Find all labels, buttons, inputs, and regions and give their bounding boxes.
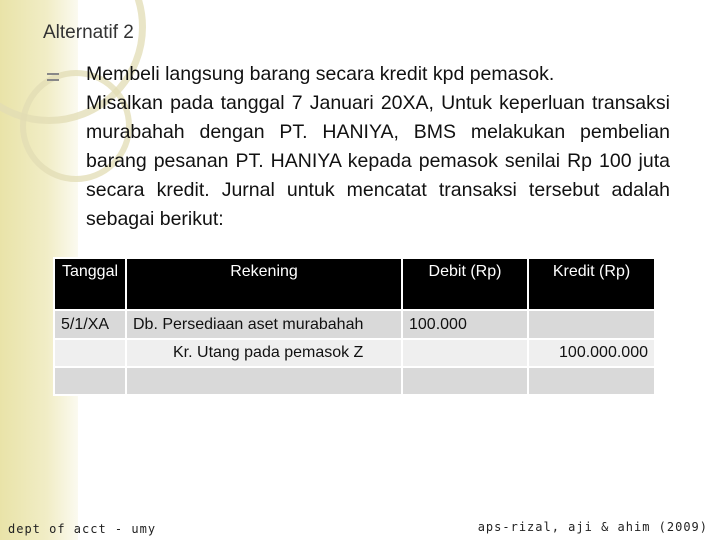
table-row [54, 339, 655, 367]
cell-debit: 100.000 [402, 310, 528, 339]
header-debit: Debit (Rp) [402, 258, 528, 310]
cell-credit [528, 367, 655, 395]
table-row [54, 310, 655, 339]
cell-date [54, 339, 126, 367]
cell-date [54, 367, 126, 395]
cell-debit [402, 339, 528, 367]
header-account: Rekening [126, 258, 402, 310]
cell-date: 5/1/XA [54, 310, 126, 339]
cell-account: Kr. Utang pada pemasok Z [126, 339, 402, 367]
bullet-text: Membeli langsung barang secara kredit kpd pemasok. [86, 63, 555, 85]
cell-credit: 100.000.000 [528, 339, 655, 367]
paragraph-text: Misalkan pada tanggal 7 Januari 20XA, Untuk keperluan transaksi murabahah dengan PT. HANIYA, BMS melakukan pembelian barang pesanan PT. HANIYA kepada pemasok senilai Rp 100 juta secara kredit. Jurnal untuk mencatat transaksi tersebut adalah sebagai berikut: [86, 92, 670, 230]
slide-title: Alternatif 2 [43, 22, 134, 43]
cell-account [126, 367, 402, 395]
bullet-icon [45, 70, 61, 84]
footer-authors: aps-rizal, aji & ahim (2009) [477, 520, 708, 534]
cell-account: Db. Persediaan aset murabahah [126, 310, 402, 339]
table-header-row [54, 258, 655, 310]
header-credit: Kredit (Rp) [528, 258, 655, 310]
slide-body [86, 60, 670, 256]
footer-department: dept of acct - umy [8, 522, 157, 536]
cell-debit [402, 367, 528, 395]
cell-credit [528, 310, 655, 339]
table-row [54, 367, 655, 395]
journal-table [53, 257, 656, 396]
header-date: Tanggal [54, 258, 126, 310]
